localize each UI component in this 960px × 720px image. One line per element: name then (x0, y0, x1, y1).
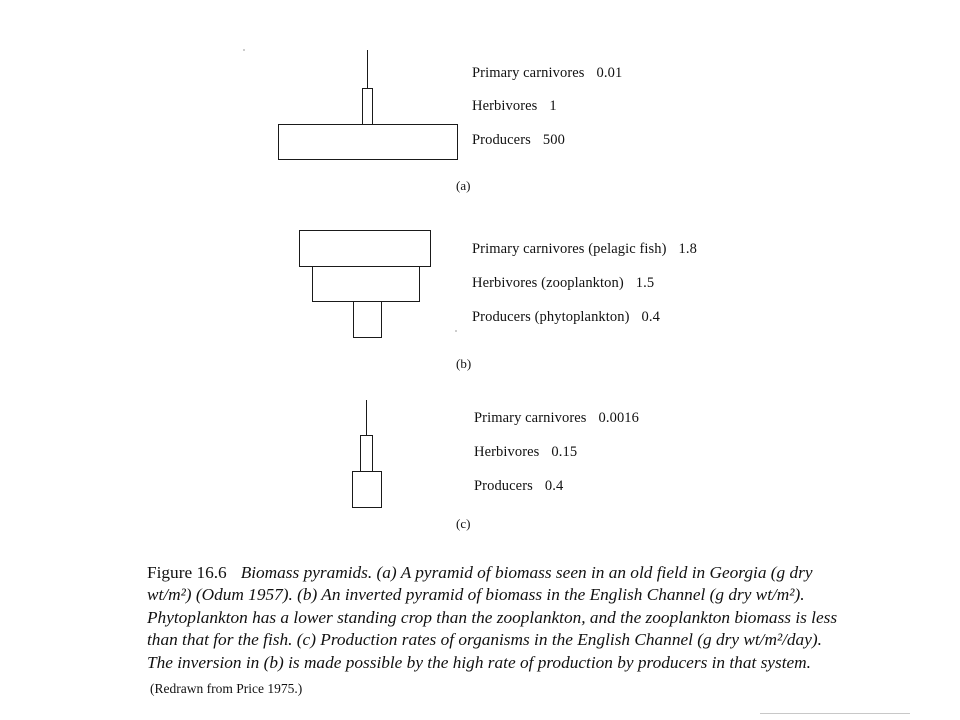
panel-a-herbivores-bar (362, 88, 373, 125)
panel-c-carnivores-bar (366, 400, 367, 436)
panel-c-herbivores-bar (360, 435, 373, 472)
figure-caption (147, 562, 867, 674)
panel-b-letter: (b) (456, 356, 472, 371)
scan-speck (243, 49, 245, 51)
caption-line-1: Figure 16.6 Biomass pyramids. (a) A pyramid of biomass seen in an old field in Georgia (g dry (147, 563, 813, 582)
caption-line-3: Phytoplankton has a lower standing crop than the zooplankton, and the zooplankton biomass is less (147, 607, 838, 627)
panel-b-label-herbivores: Herbivores (zooplankton) 1.5 (472, 275, 655, 291)
scan-speck (455, 330, 457, 332)
caption-line-2: wt/m²) (Odum 1957). (b) An inverted pyramid of biomass in the English Channel (g dry wt/m²). (147, 585, 805, 605)
figure-credit: (Redrawn from Price 1975.) (150, 681, 303, 696)
scan-edge-line (760, 713, 910, 714)
panel-c-label-producers: Producers 0.4 (474, 478, 564, 494)
panel-a-label-carnivores: Primary carnivores 0.01 (472, 65, 623, 81)
panel-b-label-producers: Producers (phytoplankton) 0.4 (472, 309, 660, 325)
figure-number: Figure 16.6 (147, 563, 227, 582)
panel-c-producers-bar (352, 471, 382, 508)
caption-line-4: than that for the fish. (c) Production rates of organisms in the English Channel (g dry wt/m²/day). (147, 630, 822, 650)
panel-c-label-carnivores: Primary carnivores 0.0016 (474, 410, 640, 426)
caption-line-5: The inversion in (b) is made possible by the high rate of production by producers in that system. (147, 652, 811, 672)
panel-b-label-carnivores: Primary carnivores (pelagic fish) 1.8 (472, 241, 697, 257)
panel-a-label-producers: Producers 500 (472, 132, 565, 148)
panel-b-producers-bar (353, 301, 382, 338)
panel-a-producers-bar (278, 124, 458, 160)
panel-a-carnivores-bar (367, 50, 368, 88)
panel-a-label-herbivores: Herbivores 1 (472, 98, 557, 114)
panel-b-herbivores-bar (312, 266, 420, 302)
panel-a-letter: (a) (456, 178, 471, 193)
panel-c-label-herbivores: Herbivores 0.15 (474, 444, 578, 460)
panel-b-carnivores-bar (299, 230, 431, 267)
panel-c-letter: (c) (456, 516, 471, 531)
